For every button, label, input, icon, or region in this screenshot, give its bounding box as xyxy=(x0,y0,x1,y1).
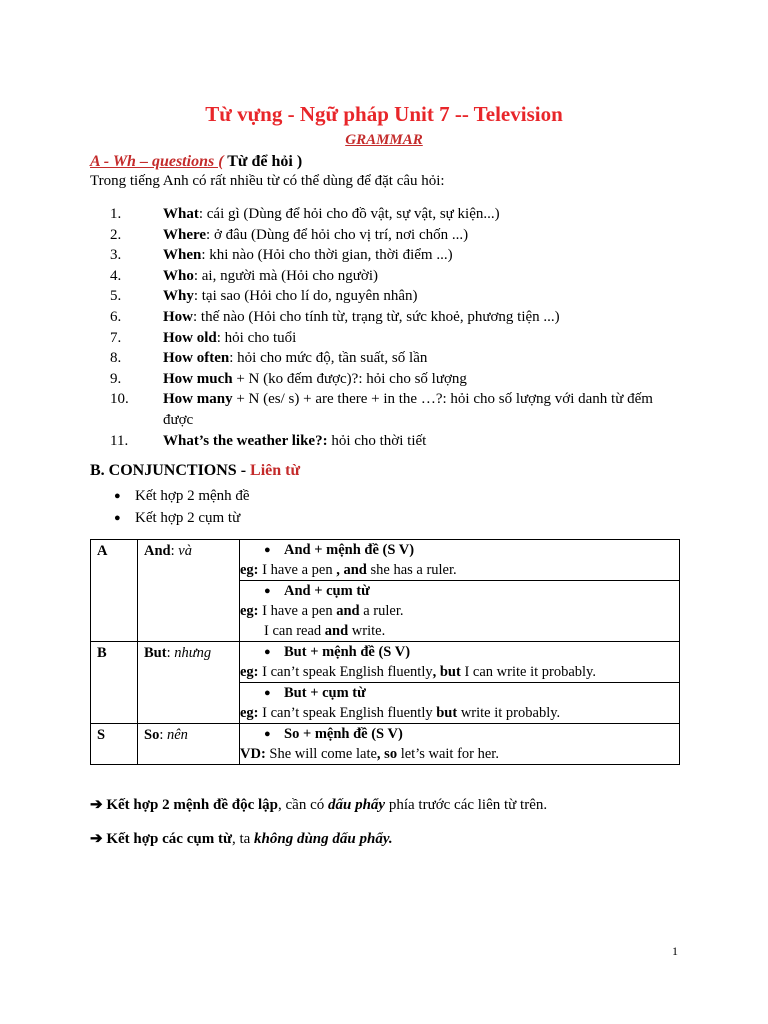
grammar-heading: GRAMMAR xyxy=(345,132,423,148)
rule-heading xyxy=(240,642,679,662)
question-meaning: + N (es/ s) + are there + in the …?: hỏi cho số lượng với danh từ đếm được xyxy=(163,391,653,428)
list-text xyxy=(163,245,680,266)
list-text xyxy=(163,266,680,287)
list-number: 3. xyxy=(110,247,122,264)
section-b-bullets xyxy=(114,485,250,529)
text-run: I can’t speak English fluently xyxy=(258,705,437,721)
rule-cell xyxy=(240,540,680,581)
question-word: How often xyxy=(163,350,230,367)
list-item xyxy=(110,225,680,246)
text-run: : xyxy=(159,727,167,743)
section-a-heading-main: A - Wh – questions ( xyxy=(90,153,224,170)
list-item xyxy=(110,286,680,307)
question-word: How much xyxy=(163,370,233,387)
conjunction-name: And xyxy=(144,543,171,559)
question-meaning: : cái gì (Dùng để hỏi cho đồ vật, sự vật, sự kiện...) xyxy=(198,206,500,222)
list-item xyxy=(110,245,680,266)
rule-example xyxy=(240,601,679,621)
question-meaning: + N (ko đếm được)?: hỏi cho số lượng xyxy=(232,370,467,387)
question-word: How many xyxy=(163,391,233,408)
text-run: , ta xyxy=(231,831,255,847)
note-emphasis: không dùng dấu phẩy. xyxy=(254,831,393,847)
list-item xyxy=(110,266,680,287)
list-number: 7. xyxy=(110,329,122,346)
section-b-heading-en: B. CONJUNCTIONS - xyxy=(90,462,251,479)
text-run: write it probably. xyxy=(457,705,561,721)
question-word: What xyxy=(163,206,199,222)
question-meaning: : ai, người mà (Hỏi cho người) xyxy=(193,267,379,284)
text-run: phía trước các liên từ trên. xyxy=(385,797,548,813)
list-text xyxy=(163,348,680,369)
question-word: Where xyxy=(163,226,207,243)
text-run: , cần có xyxy=(278,797,328,813)
conjunction-name: So xyxy=(144,727,160,743)
list-number: 1. xyxy=(110,206,122,222)
question-meaning: : khi nào (Hỏi cho thời gian, thời điểm ...) xyxy=(201,247,453,264)
note-emphasis: Kết hợp 2 mệnh đề độc lập xyxy=(106,797,278,813)
section-b-heading-vn: Liên từ xyxy=(250,462,301,479)
rule-cell xyxy=(240,724,680,765)
text-run: I have a pen xyxy=(258,562,337,578)
page-number: 1 xyxy=(672,944,678,958)
note-emphasis: Kết hợp các cụm từ xyxy=(106,831,232,847)
conjunction-letter: A xyxy=(91,540,138,642)
list-text xyxy=(163,204,680,225)
example-label: VD: xyxy=(240,746,266,762)
emphasis-text: but xyxy=(436,705,458,721)
conjunction-meaning: nhưng xyxy=(174,645,212,661)
rule-formula: But + cụm từ xyxy=(284,685,366,701)
text-run: I can’t speak English fluently xyxy=(258,664,433,680)
rule-heading xyxy=(240,724,679,744)
text-run: I can write it probably. xyxy=(460,664,596,680)
list-text xyxy=(163,389,680,430)
rule-formula: So + mệnh đề (S V) xyxy=(284,726,403,742)
emphasis-text: , and xyxy=(336,562,367,578)
question-word: When xyxy=(163,247,202,264)
list-text xyxy=(163,225,680,246)
text-run: : xyxy=(170,543,179,559)
text-run: She will come late xyxy=(265,746,377,762)
emphasis-text: , so xyxy=(376,746,398,762)
list-number: 9. xyxy=(110,370,122,387)
example-label: eg: xyxy=(240,664,259,680)
question-meaning: : ở đâu (Dùng để hỏi cho vị trí, nơi chốn ...) xyxy=(206,226,469,243)
text-run: let’s wait for her. xyxy=(397,746,499,762)
conjunction-word xyxy=(138,642,240,724)
list-text xyxy=(163,431,680,452)
section-b-heading xyxy=(90,462,300,480)
conjunction-word xyxy=(138,540,240,642)
rule-cell xyxy=(240,683,680,724)
rule-cell xyxy=(240,642,680,683)
list-item xyxy=(110,307,680,328)
rule-example xyxy=(240,560,679,580)
rule-example xyxy=(240,662,679,682)
list-number: 11. xyxy=(110,432,129,449)
question-meaning: : tại sao (Hỏi cho lí do, nguyên nhân) xyxy=(193,288,418,305)
table-row xyxy=(91,642,680,683)
list-item xyxy=(114,507,250,529)
conjunction-letter: S xyxy=(91,724,138,765)
rule-example-2 xyxy=(240,621,679,641)
bullet-text: Kết hợp 2 cụm từ xyxy=(135,510,241,526)
text-run: a ruler. xyxy=(359,603,404,619)
page-title: Từ vựng - Ngữ pháp Unit 7 -- Television xyxy=(205,102,563,126)
question-word: What’s the weather like?: xyxy=(163,432,328,449)
list-number: 5. xyxy=(110,288,122,305)
question-meaning: : hỏi cho mức độ, tần suất, số lần xyxy=(229,350,428,367)
list-text xyxy=(163,369,680,390)
rule-example xyxy=(240,744,679,764)
list-number: 10. xyxy=(110,391,129,408)
rule-formula: But + mệnh đề (S V) xyxy=(284,644,411,660)
list-item xyxy=(110,348,680,369)
rule-cell xyxy=(240,581,680,642)
arrow-icon: ➔ xyxy=(90,831,107,847)
bullet-icon: ● xyxy=(264,585,271,597)
rule-formula: And + cụm từ xyxy=(284,583,370,599)
section-a-heading-vn: Từ để hỏi ) xyxy=(223,153,303,170)
list-item xyxy=(110,369,680,390)
list-number: 6. xyxy=(110,308,122,325)
list-number: 8. xyxy=(110,350,122,367)
conjunction-meaning: nên xyxy=(166,727,188,743)
question-meaning: hỏi cho thời tiết xyxy=(327,432,427,449)
text-run: : xyxy=(166,645,175,661)
question-meaning: : hỏi cho tuổi xyxy=(216,329,297,346)
section-a-heading xyxy=(90,153,302,171)
table-row xyxy=(91,540,680,581)
list-item xyxy=(110,328,680,349)
list-item xyxy=(114,485,250,507)
text-run: I can read xyxy=(264,623,325,639)
question-word: How xyxy=(163,308,193,325)
question-meaning: : thế nào (Hỏi cho tính từ, trạng từ, sức khoẻ, phương tiện ...) xyxy=(193,308,560,325)
question-word: Why xyxy=(163,288,194,305)
bullet-icon: ● xyxy=(114,490,121,502)
conjunction-name: But xyxy=(144,645,167,661)
list-text xyxy=(163,286,680,307)
rule-formula: And + mệnh đề (S V) xyxy=(284,542,415,558)
rule-example xyxy=(240,703,679,723)
list-text xyxy=(163,328,680,349)
text-run: I have a pen xyxy=(258,603,337,619)
list-number: 4. xyxy=(110,267,122,284)
text-run: she has a ruler. xyxy=(366,562,457,578)
bullet-icon: ● xyxy=(114,512,121,524)
conjunction-meaning: và xyxy=(178,543,192,559)
note-line xyxy=(90,795,547,814)
list-item xyxy=(110,389,680,430)
bullet-icon: ● xyxy=(264,646,271,658)
bullet-icon: ● xyxy=(264,728,271,740)
example-label: eg: xyxy=(240,562,259,578)
rule-heading xyxy=(240,581,679,601)
question-word: Who xyxy=(163,267,194,284)
arrow-icon: ➔ xyxy=(90,797,107,813)
text-run: write. xyxy=(348,623,386,639)
table-row xyxy=(91,724,680,765)
conjunction-letter: B xyxy=(91,642,138,724)
rule-heading xyxy=(240,683,679,703)
emphasis-text: and xyxy=(324,623,349,639)
conjunctions-table xyxy=(90,539,680,765)
list-item xyxy=(110,431,680,452)
conjunction-word xyxy=(138,724,240,765)
rule-heading xyxy=(240,540,679,560)
example-label: eg: xyxy=(240,603,259,619)
example-label: eg: xyxy=(240,705,259,721)
question-word: How old xyxy=(163,329,217,346)
bullet-text: Kết hợp 2 mệnh đề xyxy=(135,488,250,504)
list-item xyxy=(110,204,680,225)
note-emphasis: dấu phẩy xyxy=(327,797,386,813)
wh-question-list xyxy=(110,204,680,451)
note-line xyxy=(90,829,393,848)
bullet-icon: ● xyxy=(264,544,271,556)
emphasis-text: , but xyxy=(432,664,461,680)
emphasis-text: and xyxy=(336,603,360,619)
section-a-intro: Trong tiếng Anh có rất nhiều từ có thể dùng để đặt câu hỏi: xyxy=(90,173,445,189)
list-number: 2. xyxy=(110,226,122,243)
bullet-icon: ● xyxy=(264,687,271,699)
list-text xyxy=(163,307,680,328)
